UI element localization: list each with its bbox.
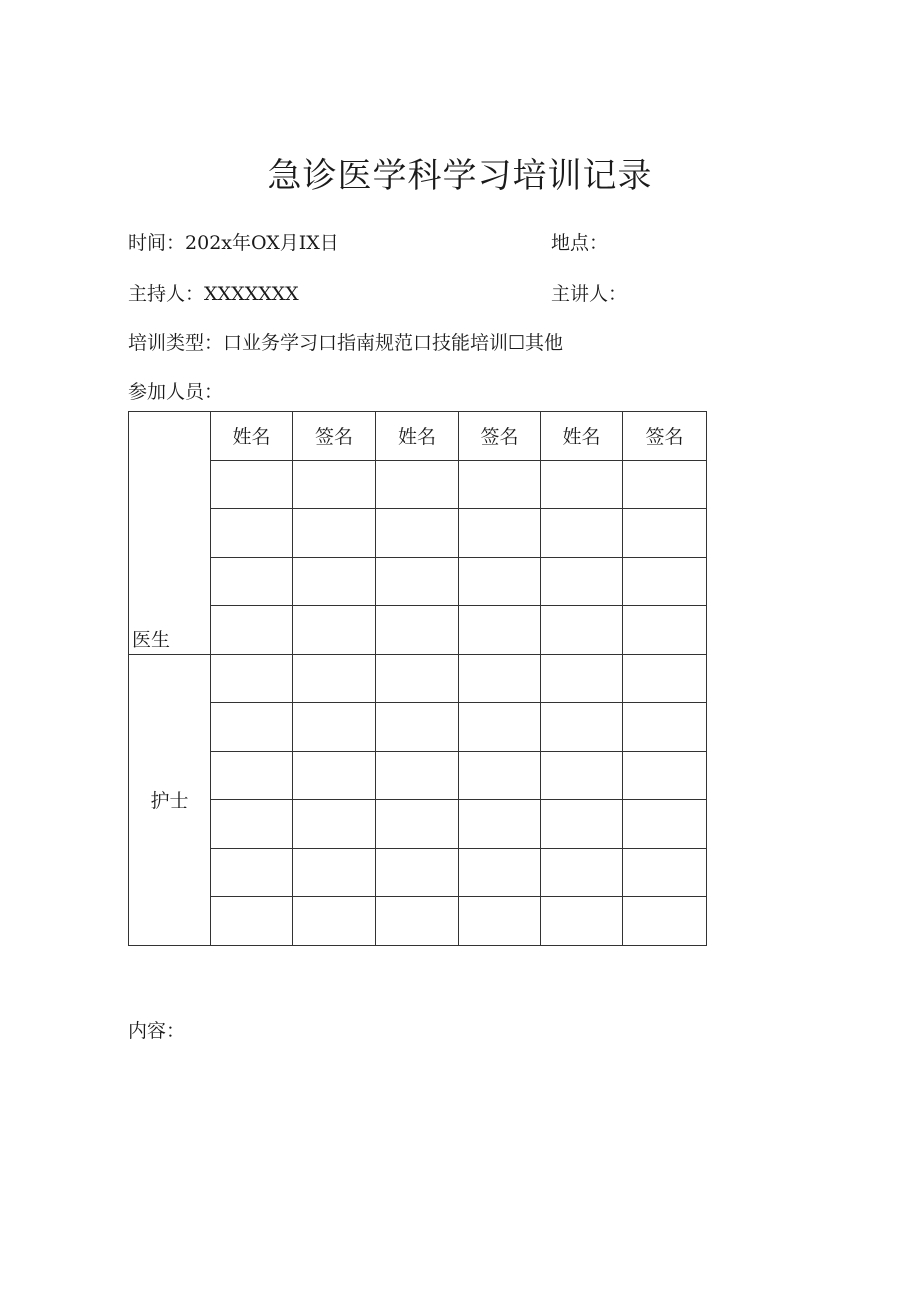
participants-table <box>128 411 707 946</box>
time-value: 202x年OX月IX日 <box>185 232 339 254</box>
table-cell[interactable] <box>541 509 623 558</box>
location-label: 地点： <box>551 232 609 254</box>
table-row <box>129 897 707 946</box>
lecturer-label: 主讲人： <box>551 283 628 305</box>
table-cell[interactable] <box>293 800 376 849</box>
group-cell-nurse: 护士 <box>129 654 211 945</box>
training-type-options: 口业务学习口指南规范口技能培训☐其他 <box>223 332 564 354</box>
header-cell: 姓名 <box>211 412 293 461</box>
table-cell[interactable] <box>211 703 293 752</box>
table-cell[interactable] <box>376 460 459 509</box>
table-cell[interactable] <box>211 800 293 849</box>
table-cell[interactable] <box>376 606 459 655</box>
header-cell: 姓名 <box>541 412 623 461</box>
table-row <box>129 751 707 800</box>
table-cell[interactable] <box>376 703 459 752</box>
location-field <box>551 228 608 255</box>
table-cell[interactable] <box>459 460 541 509</box>
table-cell[interactable] <box>459 557 541 606</box>
table-row <box>129 703 707 752</box>
table-cell[interactable] <box>623 897 707 946</box>
table-cell[interactable] <box>459 654 541 703</box>
table-cell[interactable] <box>541 460 623 509</box>
table-cell[interactable] <box>541 848 623 897</box>
table-cell[interactable] <box>376 509 459 558</box>
table-row <box>129 509 707 558</box>
table-row <box>129 412 707 461</box>
time-label: 时间： <box>128 232 186 254</box>
table-cell[interactable] <box>623 606 707 655</box>
table-cell[interactable] <box>459 897 541 946</box>
table-cell[interactable] <box>293 654 376 703</box>
table-cell[interactable] <box>293 557 376 606</box>
table-cell[interactable] <box>293 460 376 509</box>
table-cell[interactable] <box>459 751 541 800</box>
table-cell[interactable] <box>623 848 707 897</box>
table-cell[interactable] <box>211 654 293 703</box>
table-cell[interactable] <box>623 800 707 849</box>
table-cell[interactable] <box>623 703 707 752</box>
time-field <box>128 228 339 255</box>
table-cell[interactable] <box>459 848 541 897</box>
header-cell: 签名 <box>293 412 376 461</box>
table-cell[interactable] <box>541 557 623 606</box>
header-cell: 签名 <box>459 412 541 461</box>
table-cell[interactable] <box>376 848 459 897</box>
participants-label: 参加人员： <box>128 381 224 403</box>
page-title: 急诊医学科学习培训记录 <box>267 156 653 196</box>
table-cell[interactable] <box>541 606 623 655</box>
table-cell[interactable] <box>293 751 376 800</box>
table-cell[interactable] <box>459 606 541 655</box>
table-cell[interactable] <box>459 800 541 849</box>
table-cell[interactable] <box>376 654 459 703</box>
host-field <box>128 279 299 306</box>
table-cell[interactable] <box>623 509 707 558</box>
table-row <box>129 654 707 703</box>
host-label: 主持人： <box>128 283 205 305</box>
table-cell[interactable] <box>293 509 376 558</box>
table-row <box>129 800 707 849</box>
table-cell[interactable] <box>293 703 376 752</box>
header-cell: 签名 <box>623 412 707 461</box>
table-row <box>129 557 707 606</box>
table-cell[interactable] <box>541 897 623 946</box>
table-cell[interactable] <box>459 509 541 558</box>
table-cell[interactable] <box>541 800 623 849</box>
content-label: 内容： <box>128 1020 186 1042</box>
table-cell[interactable] <box>211 509 293 558</box>
training-type-field <box>128 328 563 355</box>
table-cell[interactable] <box>541 703 623 752</box>
training-type-label: 培训类型： <box>128 332 224 354</box>
lecturer-field <box>551 279 627 306</box>
table-cell[interactable] <box>376 800 459 849</box>
header-cell: 姓名 <box>376 412 459 461</box>
table-cell[interactable] <box>211 751 293 800</box>
table-cell[interactable] <box>211 606 293 655</box>
table-row <box>129 460 707 509</box>
table-cell[interactable] <box>376 751 459 800</box>
table-cell[interactable] <box>376 557 459 606</box>
table-cell[interactable] <box>623 654 707 703</box>
table-cell[interactable] <box>459 703 541 752</box>
table-cell[interactable] <box>623 751 707 800</box>
table-cell[interactable] <box>623 460 707 509</box>
table-cell[interactable] <box>293 897 376 946</box>
table-cell[interactable] <box>211 557 293 606</box>
table-cell[interactable] <box>376 897 459 946</box>
table-cell[interactable] <box>211 897 293 946</box>
table-cell[interactable] <box>293 848 376 897</box>
table-cell[interactable] <box>541 654 623 703</box>
table-cell[interactable] <box>211 460 293 509</box>
table-cell[interactable] <box>541 751 623 800</box>
table-cell[interactable] <box>293 606 376 655</box>
table-cell[interactable] <box>211 848 293 897</box>
group-cell-doctor: 医生 <box>129 412 211 655</box>
table-cell[interactable] <box>623 557 707 606</box>
table-row <box>129 606 707 655</box>
table-row <box>129 848 707 897</box>
host-value: XXXXXXX <box>204 283 299 305</box>
